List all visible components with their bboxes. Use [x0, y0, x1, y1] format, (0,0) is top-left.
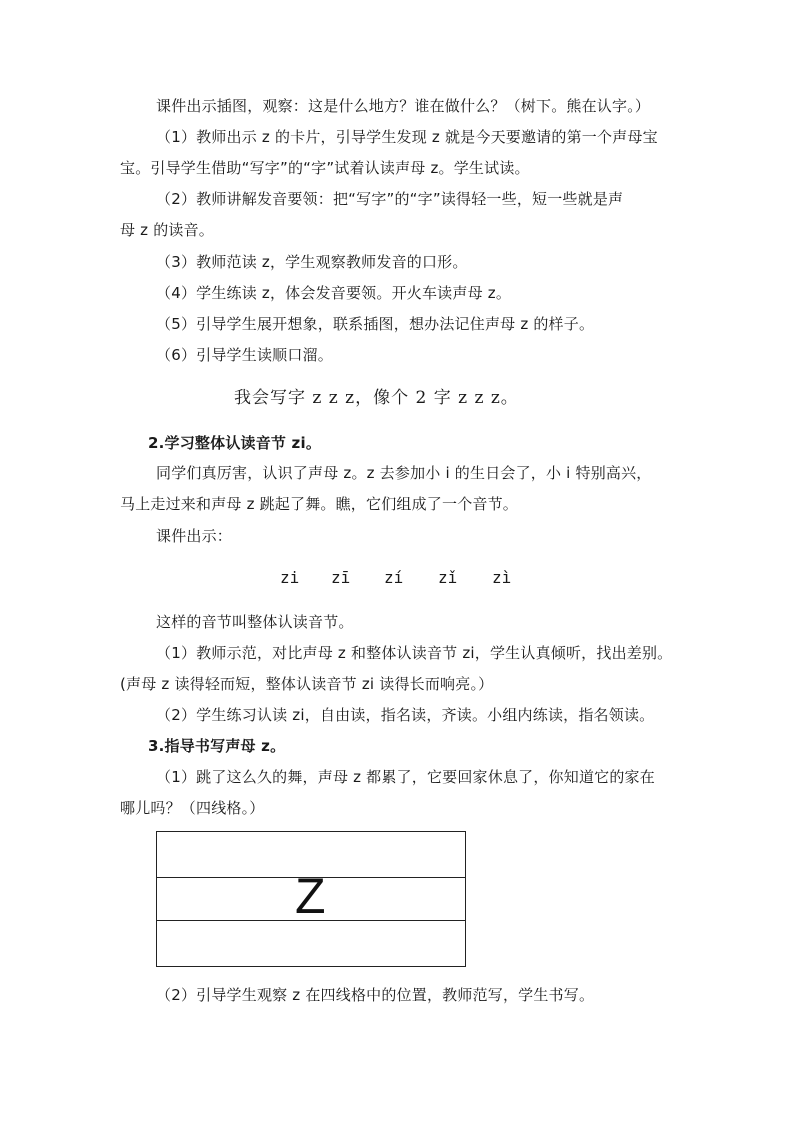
- step-5-line: （5）引导学生展开想象，联系插图，想办法记住声母 z 的样子。: [156, 315, 595, 333]
- demo-line-1: （1）教师示范，对比声母 z 和整体认读音节 zi，学生认真倾听，找出差别。: [156, 644, 673, 662]
- syllable-zi-tone3: zǐ: [438, 568, 458, 587]
- syllable-zi-tone4: zì: [492, 568, 512, 587]
- writing-line-3: （2）引导学生观察 z 在四线格中的位置，教师范写，学生书写。: [156, 986, 595, 1004]
- writing-line-1: （1）跳了这么久的舞，声母 z 都累了，它要回家休息了，你知道它的家在: [156, 768, 655, 786]
- step-3-line: （3）教师范读 z，学生观察教师发音的口形。: [156, 253, 468, 271]
- writing-line-2: 哪儿吗？（四线格。）: [120, 799, 265, 817]
- whole-syllable-note: 这样的音节叫整体认读音节。: [156, 613, 354, 631]
- courseware-label: 课件出示：: [156, 527, 233, 545]
- four-line-grid: [156, 831, 466, 967]
- grid-letter-z: Z: [295, 868, 326, 924]
- syllable-zi-tone2: zí: [384, 568, 404, 587]
- step-2-line-2: 母 z 的读音。: [120, 221, 215, 239]
- rhyme-line: 我会写字 z z z，像个 2 字 z z z。: [234, 388, 519, 408]
- step-6-line: （6）引导学生读顺口溜。: [156, 346, 333, 364]
- syllable-zi-tone1: zī: [331, 568, 351, 587]
- step-1-line-2: 宝。引导学生借助“写字”的“字”试着认读声母 z。学生试读。: [120, 159, 530, 177]
- intro-paragraph: 课件出示插图，观察：这是什么地方？谁在做什么？（树下。熊在认字。）: [156, 97, 651, 115]
- step-2-line-1: （2）教师讲解发音要领：把“写字”的“字”读得轻一些，短一些就是声: [156, 190, 624, 208]
- section-heading-3: 3.指导书写声母 z。: [148, 737, 286, 755]
- story-line-2: 马上走过来和声母 z 跳起了舞。瞧，它们组成了一个音节。: [120, 495, 519, 513]
- step-4-line: （4）学生练读 z，体会发音要领。开火车读声母 z。: [156, 284, 512, 302]
- syllable-zi: zi: [280, 568, 300, 587]
- step-1-line-1: （1）教师出示 z 的卡片，引导学生发现 z 就是今天要邀请的第一个声母宝: [156, 128, 658, 146]
- section-heading-2: 2.学习整体认读音节 zi。: [148, 434, 322, 452]
- story-line-1: 同学们真厉害，认识了声母 z。z 去参加小 i 的生日会了，小 i 特别高兴，: [156, 464, 652, 482]
- practice-line: （2）学生练习认读 zi，自由读，指名读，齐读。小组内练读，指名领读。: [156, 706, 655, 724]
- demo-line-2: (声母 z 读得轻而短，整体认读音节 zi 读得长而响亮。）: [120, 675, 494, 693]
